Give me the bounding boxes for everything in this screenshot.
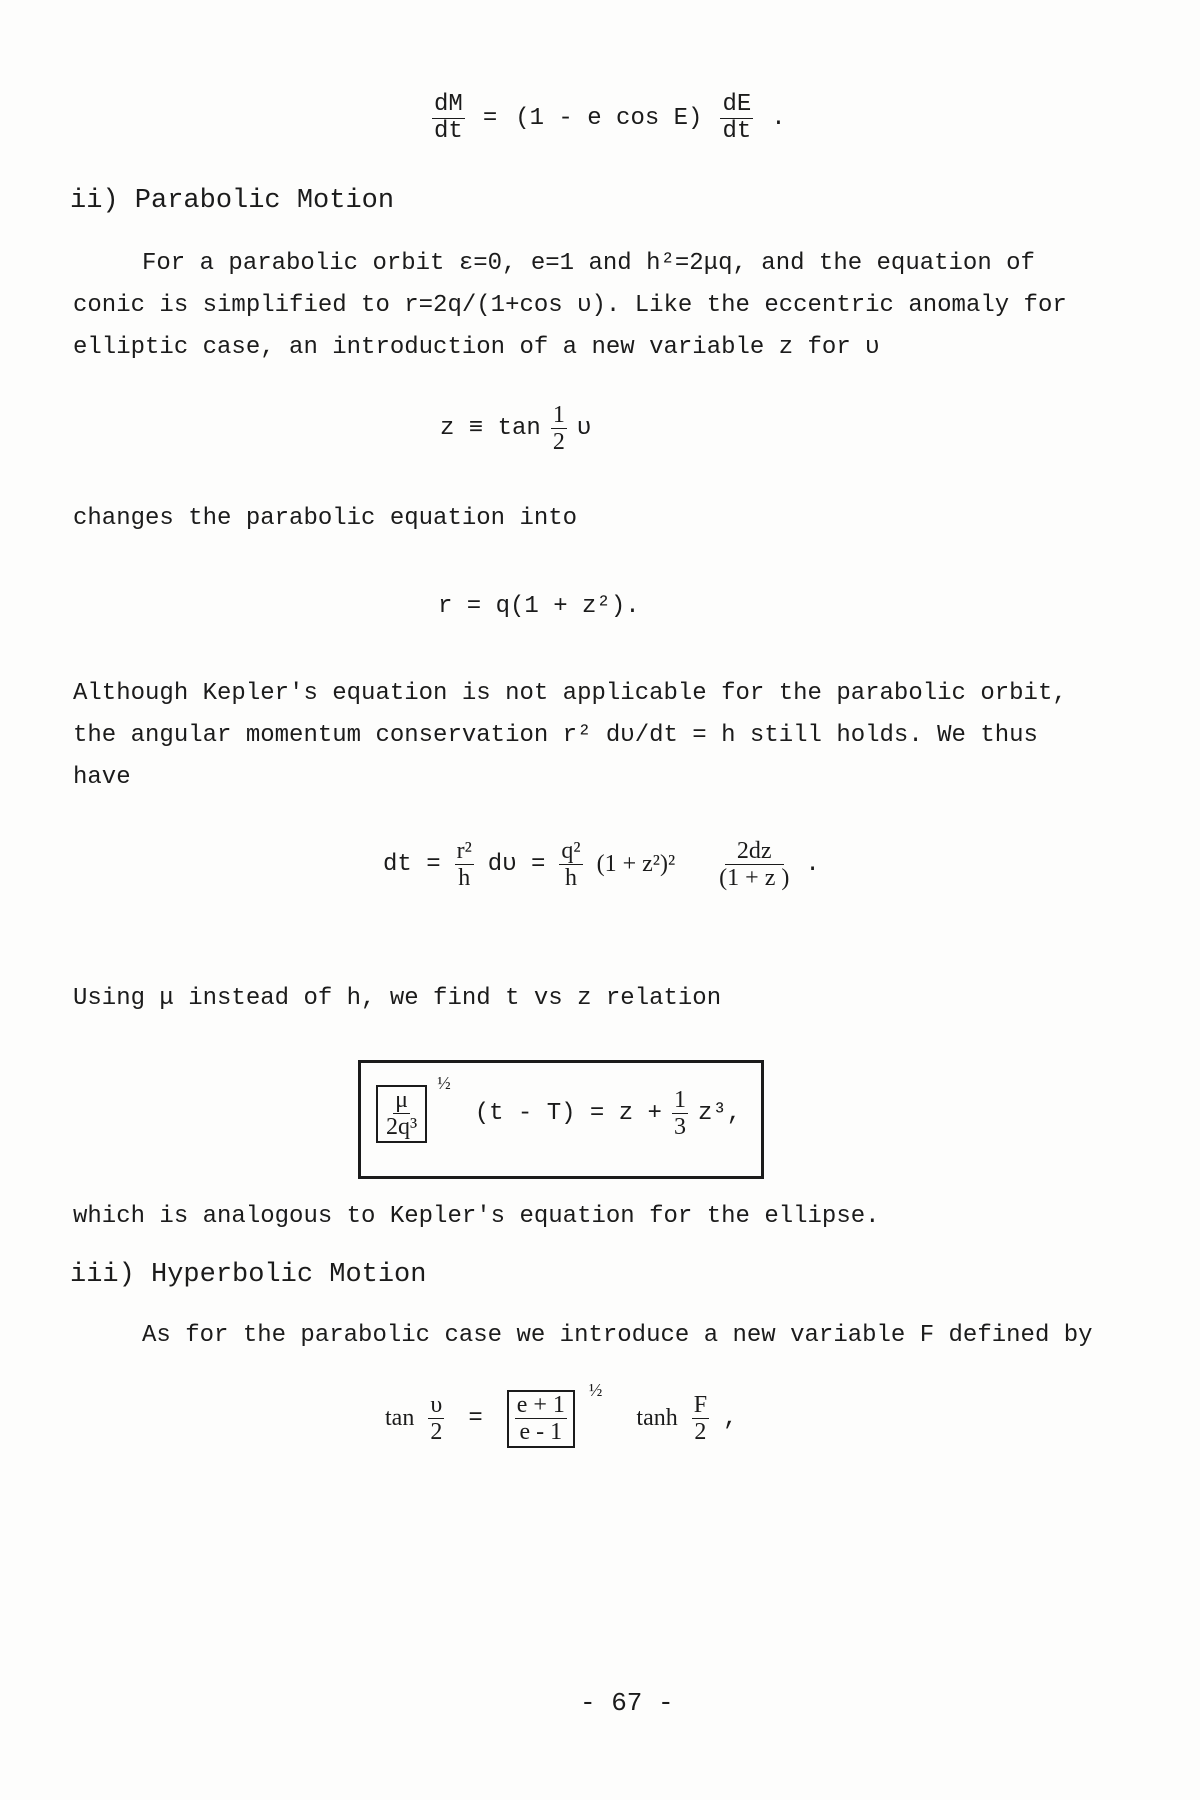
boxed-equation-content: $\frac{\mu}{\text{2q³}}$ ½ (t - T) = z + $\frac{1}{3}$ z³, [376, 1085, 741, 1143]
fraction-one-third: $\frac{1}{3}$ [673, 1087, 686, 1141]
bracket-e-plus-over-e-minus: $\frac{e + 1}{e - 1}$ [507, 1390, 575, 1448]
paragraph-line: conic is simplified to r=2q/(1+cos υ). Like the eccentric anomaly for [73, 292, 1067, 319]
paragraph-line: Although Kepler's equation is not applicable for the parabolic orbit, [73, 680, 1067, 707]
equation-dm-dt: $\frac{dM}{dt}$ = (1 - e cos E) $\frac{dE}{dt}$ . [434, 91, 786, 146]
paragraph-line: elliptic case, an introduction of a new variable z for υ [73, 334, 880, 361]
equation-r: r = q(1 + z²). [438, 593, 640, 620]
fraction-v-over-2: $\frac{\upsilon}{2}$ [430, 1392, 443, 1446]
equation-z-definition: z ≡ tan $\frac{1}{2}$ υ [440, 402, 592, 456]
equation-tan-half-v: tan $\frac{\upsilon}{2}$ = $\frac{e + 1}{e - 1}$ ½ tanh $\frac{F}{2}$ , [385, 1390, 738, 1448]
fraction-2dz: $\frac{2dz}{(1 + z )}$ [719, 838, 790, 892]
page-number: - 67 - [580, 1688, 674, 1718]
paragraph-line: the angular momentum conservation r² dυ/dt = h still holds. We thus [73, 722, 1038, 749]
bracket-mu-over-2q3: $\frac{\mu}{\text{2q³}}$ [376, 1085, 427, 1143]
fraction-f-over-2: $\frac{F}{2}$ [693, 1392, 708, 1446]
paragraph-line: For a parabolic orbit ε=0, e=1 and h²=2μq, and the equation of [142, 250, 1035, 277]
fraction-r2-h: $\frac{\text{r²}}{h}$ [456, 838, 472, 892]
section-heading-hyperbolic: iii) Hyperbolic Motion [70, 1260, 427, 1290]
paragraph-line: changes the parabolic equation into [73, 505, 578, 532]
paragraph-line: Using μ instead of h, we find t vs z relation [73, 985, 722, 1012]
paragraph-line: have [73, 764, 131, 791]
fraction-q2-h: $\frac{\text{q²}}{h}$ [561, 838, 581, 892]
paragraph-line: which is analogous to Kepler's equation for the ellipse. [73, 1203, 880, 1230]
section-heading-parabolic: ii) Parabolic Motion [70, 186, 395, 216]
equation-dt: dt = $\frac{\text{r²}}{h}$ dυ = $\frac{\text{q²}}{h}$ (1 + z²)² $\frac{2dz}{(1 + z )}$ . [383, 838, 820, 892]
fraction-one-half: $\frac{1}{2}$ [552, 402, 565, 456]
fraction-dm-dt: $\frac{dM}{dt}$ [434, 91, 463, 146]
fraction-de-dt: $\frac{dE}{dt}$ [722, 91, 752, 146]
paragraph-line: As for the parabolic case we introduce a new variable F defined by [142, 1322, 1093, 1349]
boxed-equation [358, 1060, 764, 1179]
